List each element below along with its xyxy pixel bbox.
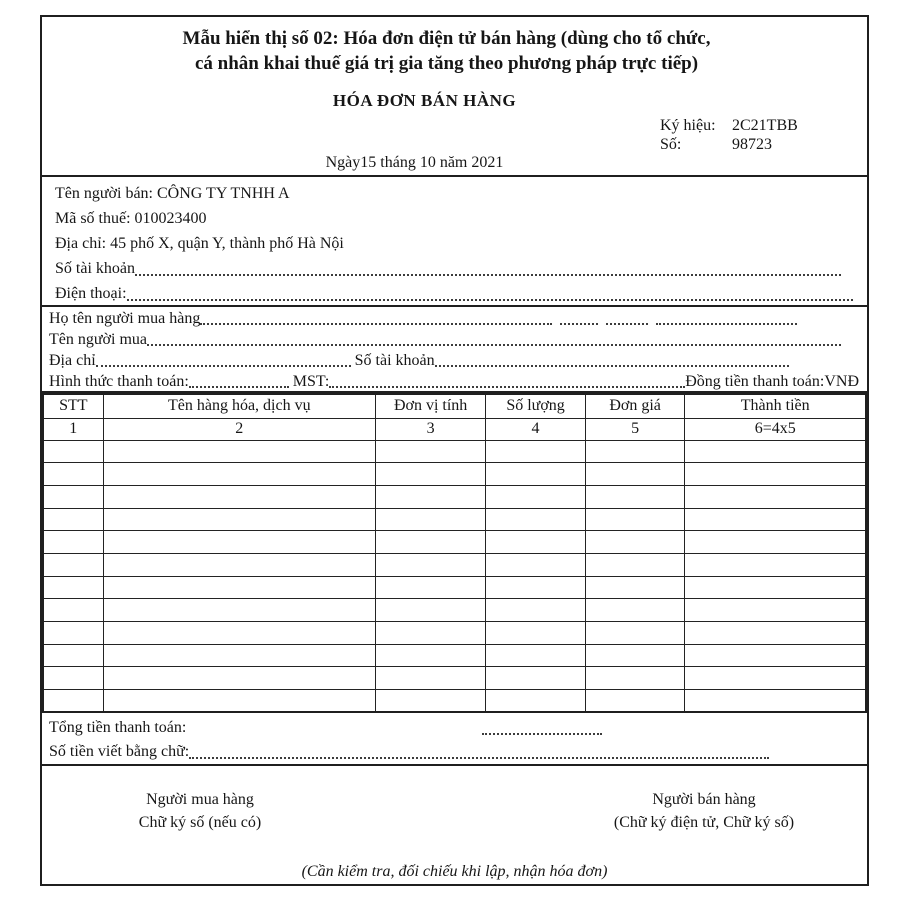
seller-phone-label: Điện thoại: [55, 285, 127, 302]
empty-cell [685, 508, 866, 531]
payment-line [49, 371, 859, 392]
empty-cell [685, 553, 866, 576]
seller-account-label: Số tài khoản [55, 260, 135, 277]
column-header-4: Đơn giá [585, 394, 685, 418]
empty-cell [486, 463, 586, 486]
seller-tax-line [55, 205, 857, 230]
amount-in-words-label: Số tiền viết bằng chữ: [49, 743, 190, 761]
empty-cell [375, 485, 485, 508]
items-table [42, 393, 867, 713]
empty-cell [585, 463, 685, 486]
dotted-fill [606, 323, 648, 325]
empty-cell [103, 440, 375, 463]
buyer-address-label: Địa chỉ [49, 352, 96, 369]
footer-note: (Cần kiểm tra, đối chiếu khi lập, nhận hóa đơn) [301, 863, 608, 880]
total-amount-label: Tổng tiền thanh toán: [49, 719, 187, 737]
empty-cell [103, 644, 375, 667]
table-row [43, 553, 866, 576]
dotted-fill [560, 323, 598, 325]
table-row [43, 463, 866, 486]
empty-cell [486, 576, 586, 599]
empty-cell [103, 553, 375, 576]
dotted-fill [127, 299, 853, 301]
empty-cell [685, 485, 866, 508]
empty-cell [43, 576, 103, 599]
total-amount-line [49, 715, 857, 739]
buyer-address-line [49, 350, 859, 371]
invoice-date: Ngày15 tháng 10 năm 2021 [325, 154, 504, 171]
column-header-3: Số lượng [486, 394, 586, 418]
form-title-line1: Mẫu hiển thị số 02: Hóa đơn điện tử bán hàng (dùng cho tổ chức, [182, 28, 711, 49]
empty-cell [585, 531, 685, 554]
serial-row [660, 116, 798, 135]
buyer-account-label: Số tài khoản [350, 352, 435, 369]
table-row [43, 644, 866, 667]
empty-cell [486, 485, 586, 508]
payment-method-label: Hình thức thanh toán: [49, 373, 189, 390]
totals-section [42, 713, 867, 766]
empty-cell [585, 667, 685, 690]
empty-cell [486, 667, 586, 690]
buyer-company-label: Tên người mua [49, 331, 147, 348]
table-header-row [43, 394, 866, 418]
invoice-number-value: 98723 [732, 136, 772, 153]
empty-cell [585, 622, 685, 645]
buyer-section [42, 307, 867, 393]
empty-cell [486, 622, 586, 645]
empty-cell [685, 667, 866, 690]
dotted-fill [147, 344, 841, 346]
empty-cell [43, 553, 103, 576]
table-row [43, 576, 866, 599]
serial-block [660, 116, 798, 154]
empty-cell [486, 440, 586, 463]
dotted-fill [96, 365, 351, 367]
seller-phone-line [55, 280, 857, 305]
column-header-0: STT [43, 394, 103, 418]
empty-cell [103, 508, 375, 531]
empty-cell [375, 667, 485, 690]
seller-signature-title: Người bán hàng [652, 791, 756, 809]
empty-cell [43, 667, 103, 690]
empty-cell [685, 622, 866, 645]
empty-cell [43, 531, 103, 554]
buyer-name-line [49, 308, 859, 329]
empty-cell [103, 531, 375, 554]
dotted-fill [656, 323, 797, 325]
dotted-fill [135, 274, 841, 276]
empty-cell [375, 508, 485, 531]
seller-address-text: Địa chỉ: 45 phố X, quận Y, thành phố Hà Nội [55, 235, 344, 252]
empty-cell [585, 576, 685, 599]
column-number-5: 6=4x5 [685, 418, 866, 440]
empty-cell [585, 553, 685, 576]
empty-cell [103, 667, 375, 690]
table-row [43, 690, 866, 713]
empty-cell [103, 622, 375, 645]
empty-cell [43, 463, 103, 486]
buyer-company-line [49, 329, 859, 350]
mst-label: MST: [288, 373, 330, 390]
seller-signature-subtitle: (Chữ ký điện tử, Chữ ký số) [613, 814, 795, 832]
empty-cell [103, 599, 375, 622]
invoice-title: HÓA ĐƠN BÁN HÀNG [332, 91, 517, 110]
empty-cell [43, 644, 103, 667]
column-number-2: 3 [375, 418, 485, 440]
empty-cell [375, 690, 485, 713]
invoice-number-label: Số: [660, 136, 682, 153]
table-row [43, 599, 866, 622]
table-row [43, 622, 866, 645]
seller-address-line [55, 230, 857, 255]
empty-cell [43, 440, 103, 463]
table-row [43, 485, 866, 508]
serial-value: 2C21TBB [732, 117, 798, 134]
empty-cell [685, 463, 866, 486]
currency-label: Đồng tiền thanh toán:VNĐ [685, 373, 859, 390]
empty-cell [685, 690, 866, 713]
empty-cell [685, 531, 866, 554]
empty-cell [375, 622, 485, 645]
dotted-fill [189, 386, 289, 388]
empty-cell [486, 690, 586, 713]
empty-cell [585, 440, 685, 463]
invoice-number-row [660, 135, 798, 154]
empty-cell [375, 576, 485, 599]
column-number-row [43, 418, 866, 440]
empty-cell [103, 690, 375, 713]
serial-label: Ký hiệu: [660, 117, 716, 134]
seller-tax-text: Mã số thuế: 010023400 [55, 210, 207, 227]
table-row [43, 508, 866, 531]
invoice-header-section [42, 17, 867, 177]
form-title-line2: cá nhân khai thuế giá trị gia tăng theo phương pháp trực tiếp) [194, 53, 699, 74]
dotted-fill [189, 757, 769, 759]
buyer-name-label: Họ tên người mua hàng [49, 310, 201, 327]
seller-account-line [55, 255, 857, 280]
empty-cell [585, 508, 685, 531]
empty-cell [486, 531, 586, 554]
amount-in-words-line [49, 739, 857, 763]
seller-name-line [55, 180, 857, 205]
empty-cell [103, 463, 375, 486]
empty-cell [43, 622, 103, 645]
dotted-fill [329, 386, 685, 388]
dotted-fill [435, 365, 789, 367]
column-number-1: 2 [103, 418, 375, 440]
empty-cell [486, 644, 586, 667]
empty-cell [375, 553, 485, 576]
buyer-signature-subtitle: Chữ ký số (nếu có) [138, 814, 262, 832]
column-number-4: 5 [585, 418, 685, 440]
empty-cell [685, 644, 866, 667]
empty-cell [43, 690, 103, 713]
empty-cell [103, 485, 375, 508]
empty-cell [585, 644, 685, 667]
dotted-fill [482, 733, 602, 735]
empty-cell [486, 599, 586, 622]
empty-cell [103, 576, 375, 599]
column-number-0: 1 [43, 418, 103, 440]
empty-cell [486, 553, 586, 576]
column-header-2: Đơn vị tính [375, 394, 485, 418]
signature-section [42, 766, 867, 884]
empty-cell [43, 485, 103, 508]
column-number-3: 4 [486, 418, 586, 440]
table-row [43, 440, 866, 463]
seller-section [42, 177, 867, 307]
invoice-document [40, 15, 869, 886]
table-row [43, 531, 866, 554]
empty-cell [43, 599, 103, 622]
dotted-fill [200, 323, 552, 325]
empty-cell [685, 576, 866, 599]
empty-cell [375, 531, 485, 554]
buyer-signature-title: Người mua hàng [146, 791, 254, 809]
column-header-5: Thành tiền [685, 394, 866, 418]
table-row [43, 667, 866, 690]
empty-cell [375, 463, 485, 486]
empty-cell [585, 690, 685, 713]
seller-name-text: Tên người bán: CÔNG TY TNHH A [55, 185, 290, 202]
empty-cell [43, 508, 103, 531]
empty-cell [585, 599, 685, 622]
empty-cell [486, 508, 586, 531]
empty-cell [375, 440, 485, 463]
empty-cell [375, 644, 485, 667]
empty-cell [685, 440, 866, 463]
empty-cell [585, 485, 685, 508]
empty-cell [375, 599, 485, 622]
column-header-1: Tên hàng hóa, dịch vụ [103, 394, 375, 418]
empty-cell [685, 599, 866, 622]
